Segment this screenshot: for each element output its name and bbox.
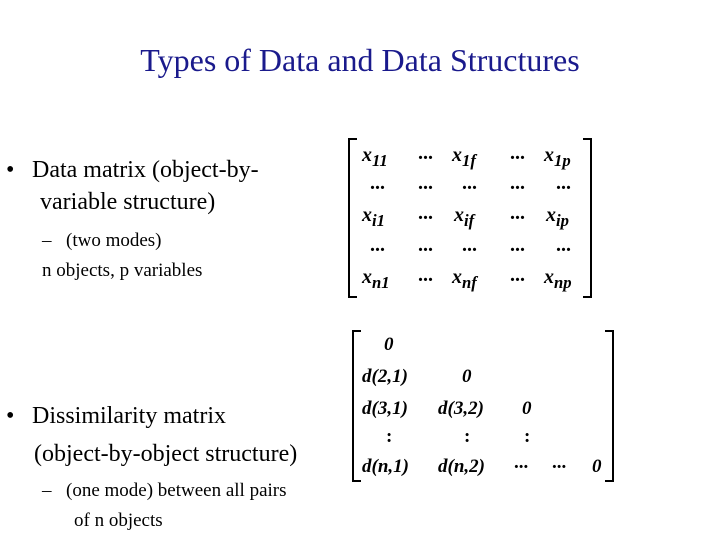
bullet-text-line1: Dissimilarity matrix xyxy=(32,403,226,429)
cell-xnp: $x_{np}$ xyxy=(544,266,572,292)
slide-title: Types of Data and Data Structures xyxy=(140,42,580,78)
cell-r3c0: : xyxy=(386,426,393,447)
bullet-text-line1: Data matrix (object-by- xyxy=(32,157,259,183)
subbullet-text: (two modes) xyxy=(66,230,162,251)
cell-xnf: $x_{nf}$ xyxy=(452,266,477,292)
cell-r4c1: d(n,2) xyxy=(438,456,485,477)
cell-ellipsis: ... xyxy=(418,264,433,286)
cell-r4c0: d(n,1) xyxy=(362,456,409,477)
subbullet-text: (one mode) between all pairs xyxy=(66,480,287,501)
bullet-text-line2: (object-by-object structure) xyxy=(34,441,298,467)
cell-r1c1: 0 xyxy=(462,366,472,387)
cell-xif: $x_{if}$ xyxy=(454,204,475,230)
cell-r4c2: ... xyxy=(514,452,529,473)
cell-r3c2: : xyxy=(524,426,531,447)
cell-x1p: $x_{1p}$ xyxy=(544,144,571,170)
data-matrix xyxy=(348,138,592,298)
cell-ellipsis: ... xyxy=(370,172,385,194)
subbullet-pairs: of n objects xyxy=(74,510,163,531)
bullet-symbol: • xyxy=(6,157,15,183)
cell-ellipsis: ... xyxy=(556,234,571,256)
cell-xip: $x_{ip}$ xyxy=(546,204,569,230)
dissimilarity-matrix xyxy=(352,330,614,482)
dash-symbol: – xyxy=(42,230,52,251)
cell-r4c3: ... xyxy=(552,452,567,473)
cell-ellipsis: ... xyxy=(462,172,477,194)
cell-ellipsis: ... xyxy=(418,202,433,224)
cell-ellipsis: ... xyxy=(418,142,433,164)
matrix-left-bracket xyxy=(352,330,361,482)
bullet-data-matrix xyxy=(6,154,259,218)
cell-x1f: $x_{1f}$ xyxy=(452,144,476,170)
cell-ellipsis: ... xyxy=(510,264,525,286)
cell-ellipsis: ... xyxy=(556,172,571,194)
cell-ellipsis: ... xyxy=(462,234,477,256)
cell-x11: $x_{11}$ xyxy=(362,144,388,170)
cell-r2c2: 0 xyxy=(522,398,532,419)
cell-ellipsis: ... xyxy=(510,172,525,194)
cell-r2c0: d(3,1) xyxy=(362,398,408,419)
bullet-symbol: • xyxy=(6,403,15,429)
matrix-right-bracket xyxy=(583,138,592,298)
bullet-dissimilarity-matrix xyxy=(6,400,298,470)
subbullet-one-mode xyxy=(42,476,287,506)
subbullet-objects-variables: n objects, p variables xyxy=(42,260,203,281)
cell-ellipsis: ... xyxy=(510,202,525,224)
cell-r0c0: 0 xyxy=(384,334,394,355)
cell-r2c1: d(3,2) xyxy=(438,398,484,419)
matrix-right-bracket xyxy=(605,330,614,482)
cell-ellipsis: ... xyxy=(418,234,433,256)
subbullet-two-modes xyxy=(42,226,162,256)
cell-ellipsis: ... xyxy=(370,234,385,256)
cell-r4c4: 0 xyxy=(592,456,602,477)
dash-symbol: – xyxy=(42,480,52,501)
cell-ellipsis: ... xyxy=(510,142,525,164)
cell-r1c0: d(2,1) xyxy=(362,366,408,387)
cell-xi1: $x_{i1}$ xyxy=(362,204,385,230)
matrix-left-bracket xyxy=(348,138,357,298)
cell-ellipsis: ... xyxy=(510,234,525,256)
cell-xn1: $x_{n1}$ xyxy=(362,266,390,292)
bullet-text-line2: variable structure) xyxy=(40,189,216,215)
cell-r3c1: : xyxy=(464,426,471,447)
cell-ellipsis: ... xyxy=(418,172,433,194)
